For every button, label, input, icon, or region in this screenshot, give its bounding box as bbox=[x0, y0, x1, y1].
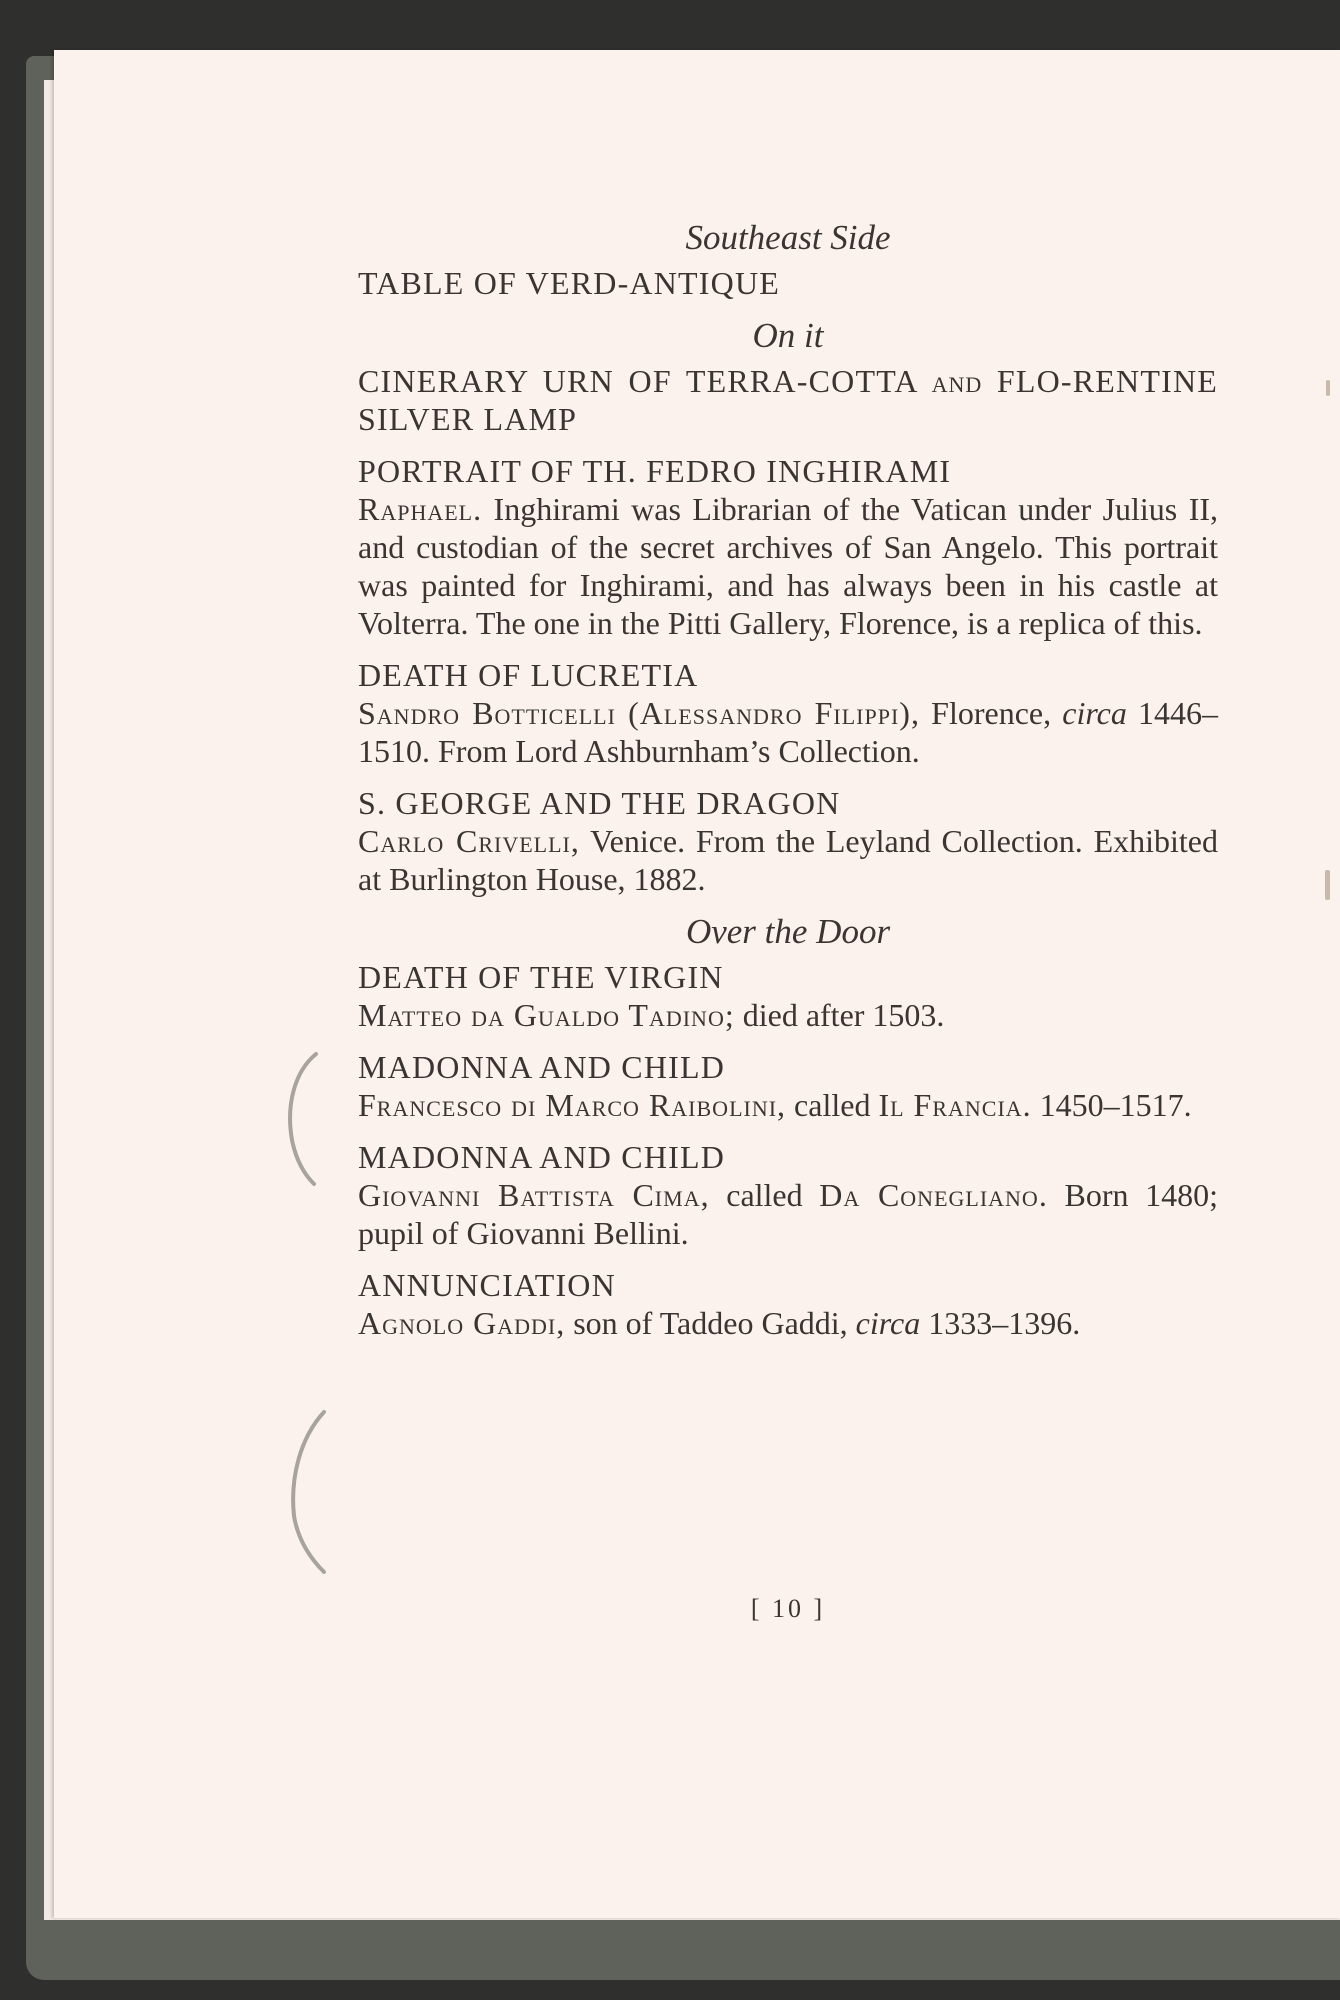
page-number: [ 10 ] bbox=[750, 1594, 826, 1623]
entry-title: ANNUNCIATION bbox=[358, 1267, 616, 1303]
circa-text: circa bbox=[1062, 695, 1127, 731]
catalogue-entry bbox=[358, 1048, 1218, 1124]
description-text: Inghirami was Librarian of the Vatican under Julius II, and custodian of the secret archives of San Angelo. This portrait was painted for Inghirami, and has always been in his castle at Volterra. The one in the Pitti Gallery, Florence, is a replica of this. bbox=[358, 491, 1218, 641]
artist-name: Agnolo Gaddi, bbox=[358, 1305, 566, 1341]
description-text: 1450–1517. bbox=[1031, 1087, 1192, 1123]
catalogue-entry bbox=[358, 784, 1218, 898]
description-text: 1333–1396. bbox=[920, 1305, 1081, 1341]
paper-blemish-mark bbox=[1326, 380, 1330, 396]
entry-description bbox=[358, 822, 1218, 898]
catalogue-entry bbox=[358, 656, 1218, 770]
entry-title: MADONNA AND CHILD bbox=[358, 1139, 726, 1175]
artist-name: Matteo da Gualdo Tadino; bbox=[358, 997, 735, 1033]
catalogue-entry bbox=[358, 1266, 1218, 1342]
entry-title: MADONNA AND CHILD bbox=[358, 1049, 726, 1085]
catalogue-entry bbox=[358, 1138, 1218, 1252]
entry-description bbox=[358, 1304, 1218, 1342]
title-conjunction: and bbox=[931, 363, 983, 399]
entry-title: DEATH OF LUCRETIA bbox=[358, 657, 699, 693]
description-text: 1446–1510. From Lord Ashburnham’s Collection. bbox=[358, 695, 1218, 769]
artist-name: Da Conegliano. bbox=[819, 1177, 1048, 1213]
entry-description bbox=[358, 1176, 1218, 1252]
entry-title: S. GEORGE AND THE DRAGON bbox=[358, 785, 841, 821]
catalogue-entry bbox=[358, 362, 1218, 438]
description-text: called bbox=[786, 1087, 879, 1123]
description-text: Born 1480; pupil of Giovanni Bellini. bbox=[358, 1177, 1219, 1251]
title-part: FLO-RENTINE SILVER LAMP bbox=[358, 363, 1218, 437]
paper-blemish-mark bbox=[1325, 870, 1330, 900]
catalogue-entry bbox=[358, 452, 1218, 642]
entry-title: TABLE OF VERD-ANTIQUE bbox=[358, 265, 781, 301]
artist-name: Sandro Botticelli (Alessandro Filippi), bbox=[358, 695, 920, 731]
catalogue-text bbox=[358, 218, 1219, 1623]
entry-description bbox=[358, 490, 1218, 642]
description-text: called bbox=[709, 1177, 820, 1213]
pencil-bracket-mark bbox=[280, 1050, 330, 1190]
entry-description bbox=[358, 694, 1218, 770]
artist-name: Francesco di Marco Raibolini, bbox=[358, 1087, 787, 1123]
artist-name: Carlo Crivelli, bbox=[358, 823, 580, 859]
artist-name: Giovanni Battista Cima, bbox=[358, 1177, 710, 1213]
pencil-bracket-mark bbox=[284, 1408, 334, 1578]
description-text: Venice. From the Leyland Collection. Exhibited at Burlington House, 1882. bbox=[358, 823, 1218, 897]
entry-description bbox=[358, 1086, 1218, 1124]
book-page bbox=[54, 50, 1340, 1918]
sub-heading: On it bbox=[752, 316, 824, 355]
section-heading: Southeast Side bbox=[685, 218, 891, 257]
description-text: son of Taddeo Gaddi, bbox=[565, 1305, 856, 1341]
sub-heading: Over the Door bbox=[685, 912, 891, 951]
entry-title: DEATH OF THE VIRGIN bbox=[358, 959, 724, 995]
artist-name: Raphael. bbox=[358, 491, 483, 527]
entry-title: PORTRAIT OF TH. FEDRO INGHIRAMI bbox=[358, 453, 952, 489]
description-text: died after 1503. bbox=[734, 997, 945, 1033]
entry-description bbox=[358, 996, 1218, 1034]
catalogue-entry bbox=[358, 264, 1218, 302]
entry-title bbox=[358, 362, 1218, 438]
description-text: Florence, bbox=[919, 695, 1063, 731]
circa-text: circa bbox=[855, 1305, 921, 1341]
title-part: CINERARY URN OF TERRA-COTTA bbox=[358, 363, 932, 399]
catalogue-entry bbox=[358, 958, 1218, 1034]
artist-name: Il Francia. bbox=[878, 1087, 1032, 1123]
